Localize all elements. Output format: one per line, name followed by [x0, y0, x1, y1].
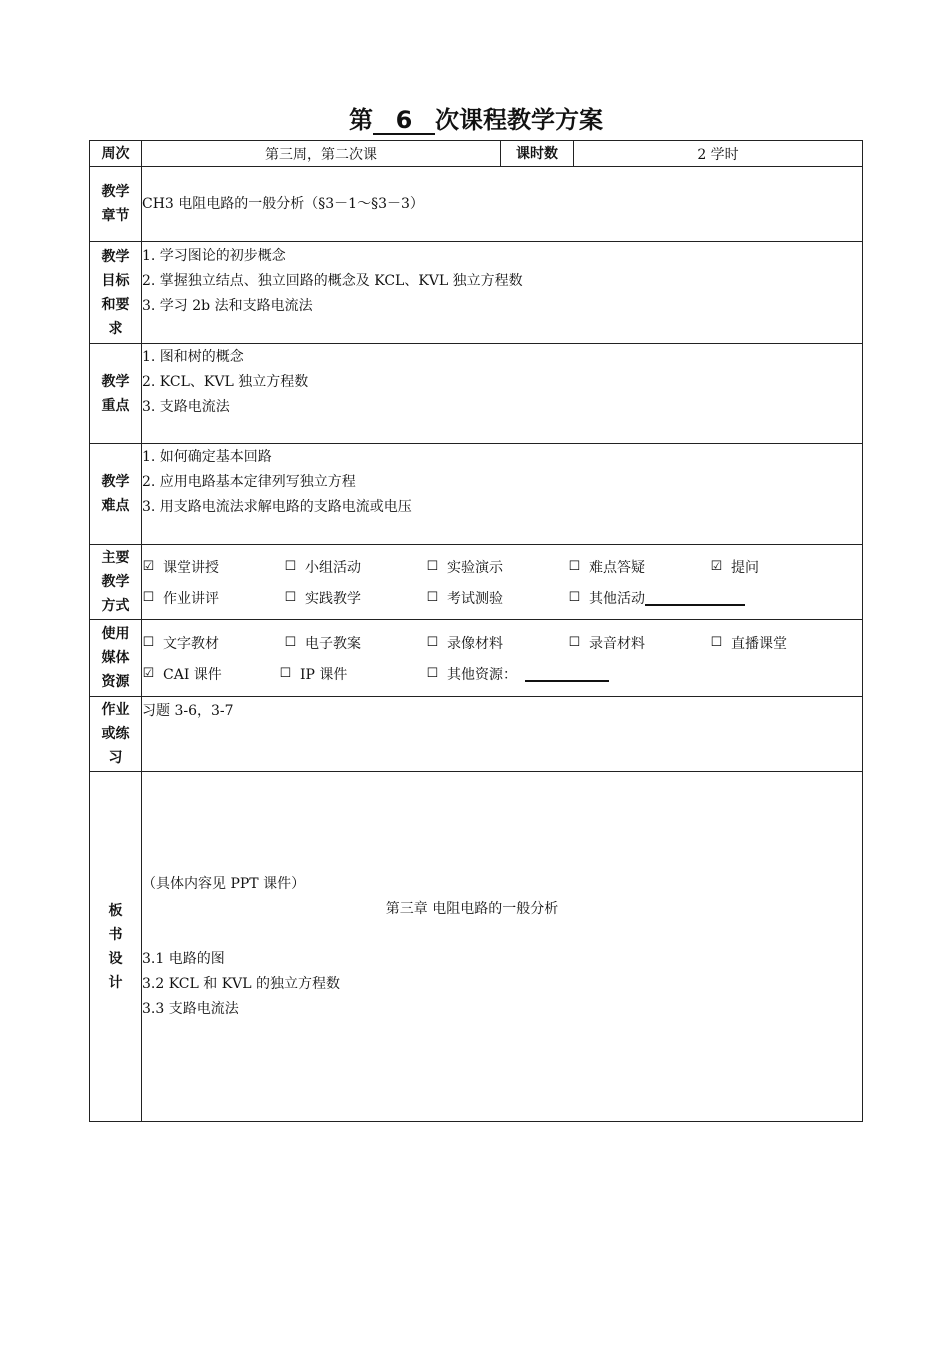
- header-row: [90, 141, 863, 167]
- other-activity-blank[interactable]: [645, 590, 745, 606]
- methods-options: [142, 545, 863, 620]
- homework-value: 习题 3-6，3-7: [142, 697, 863, 772]
- board-chapter-title: 第三章 电阻电路的一般分析: [385, 900, 559, 917]
- chapter-label: 教学 章节: [90, 167, 142, 242]
- hours-label: 课时数: [501, 141, 574, 167]
- checkbox-icon: ☐: [568, 559, 581, 574]
- list-item: 2. KCL、KVL 独立方程数: [142, 374, 309, 390]
- media-label: 使用 媒体 资源: [90, 620, 142, 697]
- difficulties-row: [90, 444, 863, 545]
- objectives-label: 教学 目标 和要 求: [90, 242, 142, 344]
- checkbox-icon: ☐: [426, 666, 439, 681]
- media-options: [142, 620, 863, 697]
- homework-label: 作业 或练 习: [90, 697, 142, 772]
- method-homework-checkbox[interactable]: ☐ 作业讲评: [142, 590, 219, 607]
- media-lesson-checkbox[interactable]: ☐ 电子教案: [284, 635, 361, 652]
- key-points-list: [142, 344, 863, 444]
- checkbox-icon: ☑: [710, 559, 723, 574]
- list-item: 1. 学习图论的初步概念: [142, 248, 286, 264]
- list-item: 3. 学习 2b 法和支路电流法: [142, 298, 313, 314]
- week-label: 周次: [90, 141, 142, 167]
- title-suffix: 次课程教学方案: [435, 106, 603, 134]
- chapter-row: [90, 167, 863, 242]
- chapter-value: CH3 电阻电路的一般分析（§3－1～§3－3）: [142, 167, 863, 242]
- method-exam-checkbox[interactable]: ☐ 考试测验: [426, 590, 503, 607]
- checkbox-icon: ☐: [279, 666, 292, 681]
- methods-row-2: [142, 582, 862, 613]
- checkbox-icon: ☐: [284, 635, 297, 650]
- checkbox-icon: ☐: [568, 635, 581, 650]
- checkbox-icon: ☐: [426, 559, 439, 574]
- board-note: （具体内容见 PPT 课件）: [142, 875, 306, 892]
- title-prefix: 第: [349, 106, 373, 134]
- method-qa-checkbox[interactable]: ☐ 难点答疑: [568, 559, 645, 576]
- board-section: 3.1 电路的图: [142, 950, 225, 967]
- list-item: 2. 应用电路基本定律列写独立方程: [142, 474, 356, 490]
- difficulties-label: 教学 难点: [90, 444, 142, 545]
- media-audio-checkbox[interactable]: ☐ 录音材料: [568, 635, 645, 652]
- board-row: [90, 772, 863, 1122]
- media-text-checkbox[interactable]: ☐ 文字教材: [142, 635, 219, 652]
- hours-value: 2 学时: [574, 141, 863, 167]
- page-title: [0, 100, 952, 135]
- objectives-list: [142, 242, 863, 344]
- lesson-plan-table: [89, 140, 863, 1122]
- difficulties-list: [142, 444, 863, 545]
- method-other-checkbox[interactable]: ☐ 其他活动: [568, 588, 745, 608]
- key-points-label: 教学 重点: [90, 344, 142, 444]
- media-cai-checkbox[interactable]: ☑ CAI 课件: [142, 666, 222, 683]
- board-section: 3.2 KCL 和 KVL 的独立方程数: [142, 975, 341, 992]
- method-lecture-checkbox[interactable]: ☑ 课堂讲授: [142, 559, 219, 576]
- checkbox-icon: ☐: [568, 590, 581, 605]
- board-content: [142, 772, 863, 1122]
- media-other-checkbox[interactable]: ☐ 其他资源：: [426, 664, 609, 684]
- method-demo-checkbox[interactable]: ☐ 实验演示: [426, 559, 503, 576]
- method-group-checkbox[interactable]: ☐ 小组活动: [284, 559, 361, 576]
- media-row-1: [142, 627, 862, 658]
- checkbox-icon: ☐: [710, 635, 723, 650]
- checkbox-icon: ☐: [142, 635, 155, 650]
- objectives-row: [90, 242, 863, 344]
- checkbox-icon: ☐: [284, 590, 297, 605]
- homework-row: [90, 697, 863, 772]
- media-ip-checkbox[interactable]: ☐ IP 课件: [279, 666, 348, 683]
- board-section: 3.3 支路电流法: [142, 1000, 239, 1017]
- session-number: 6: [373, 107, 435, 135]
- list-item: 3. 支路电流法: [142, 399, 230, 415]
- methods-row: [90, 545, 863, 620]
- methods-row-1: [142, 551, 862, 582]
- checkbox-icon: ☐: [426, 635, 439, 650]
- checkbox-icon: ☑: [142, 666, 155, 681]
- board-label: 板 书 设 计: [90, 772, 142, 1122]
- media-live-checkbox[interactable]: ☐ 直播课堂: [710, 635, 787, 652]
- media-row: [90, 620, 863, 697]
- other-resource-blank[interactable]: [525, 666, 609, 682]
- week-value: 第三周，第二次课: [142, 141, 501, 167]
- method-practice-checkbox[interactable]: ☐ 实践教学: [284, 590, 361, 607]
- list-item: 3. 用支路电流法求解电路的支路电流或电压: [142, 499, 412, 515]
- method-question-checkbox[interactable]: ☑ 提问: [710, 559, 759, 576]
- media-row-2: [142, 658, 862, 689]
- checkbox-icon: ☐: [426, 590, 439, 605]
- media-video-checkbox[interactable]: ☐ 录像材料: [426, 635, 503, 652]
- list-item: 1. 图和树的概念: [142, 349, 244, 365]
- key-points-row: [90, 344, 863, 444]
- list-item: 1. 如何确定基本回路: [142, 449, 272, 465]
- checkbox-icon: ☐: [284, 559, 297, 574]
- methods-label: 主要 教学 方式: [90, 545, 142, 620]
- list-item: 2. 掌握独立结点、独立回路的概念及 KCL、KVL 独立方程数: [142, 273, 523, 289]
- checkbox-icon: ☐: [142, 590, 155, 605]
- checkbox-icon: ☑: [142, 559, 155, 574]
